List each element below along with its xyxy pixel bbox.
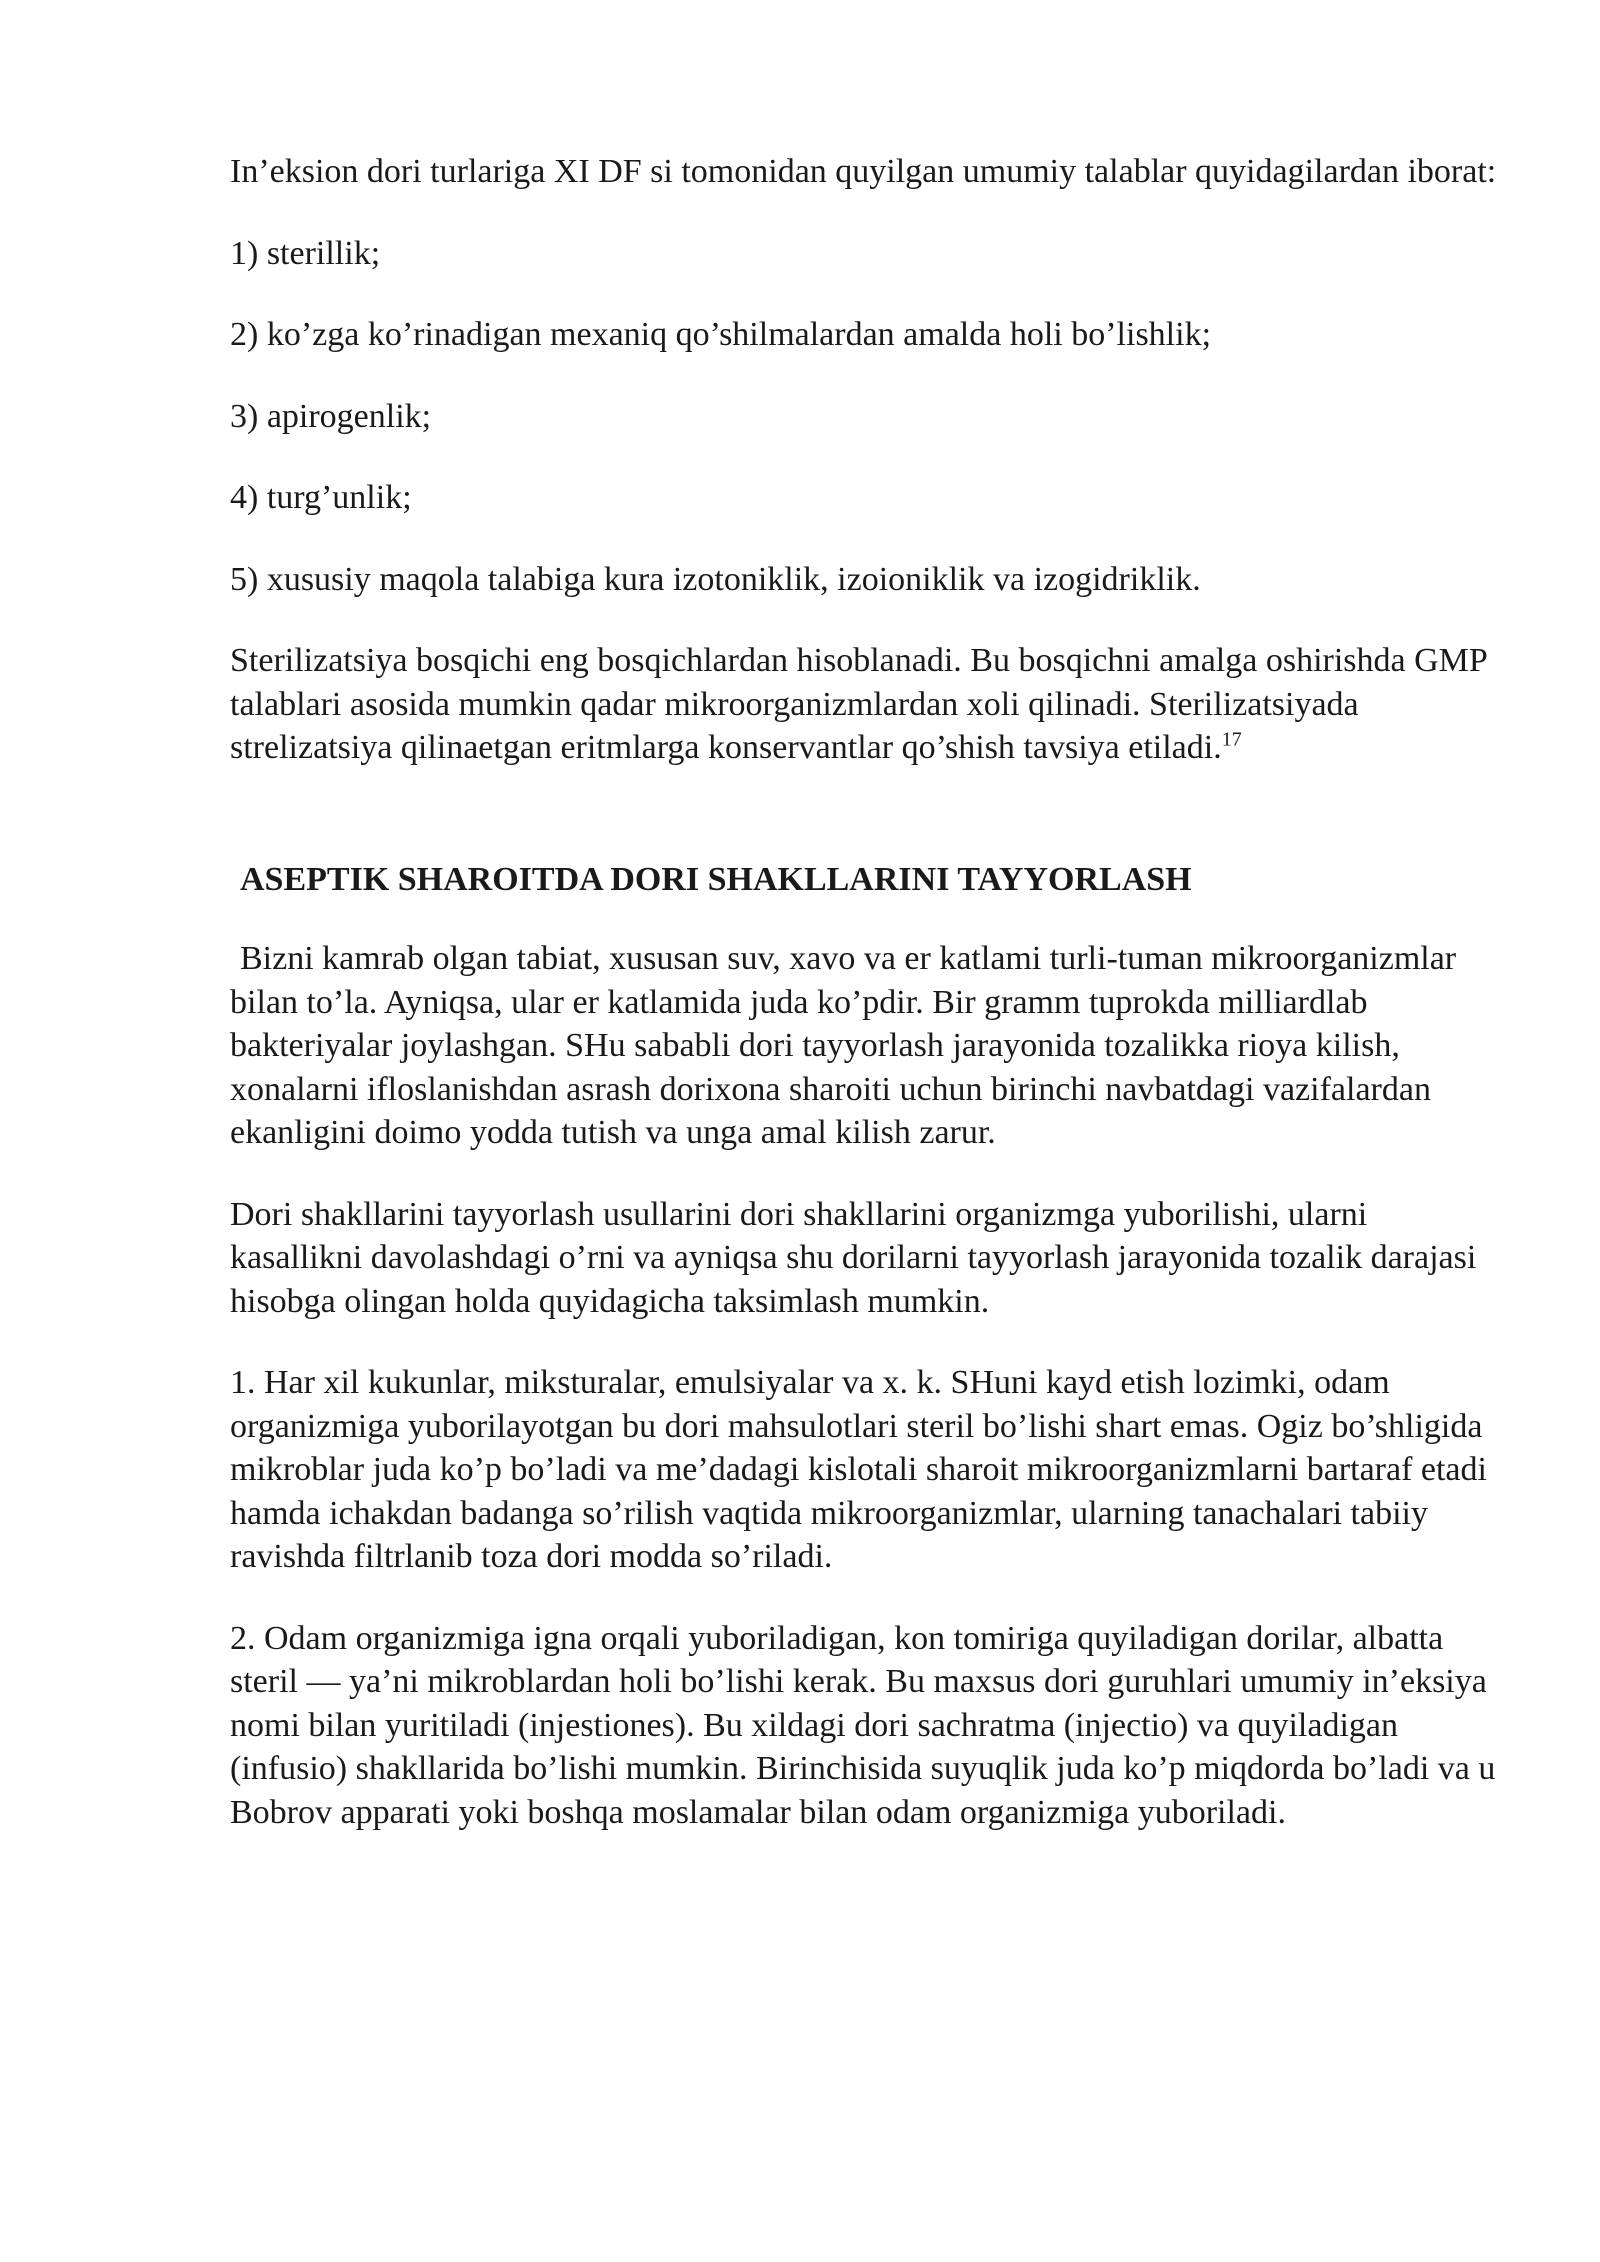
requirement-item-1: 1) sterillik;: [230, 234, 381, 272]
body-paragraph-1: [230, 937, 1500, 1155]
body-paragraph-2: Dori shakllarini tayyorlash usullarini dori shakllarini organizmga yuborilishi, ularni kasallikni davolashdagi o’rni va ayniqsa shu dorilarni tayyorlash jarayonida tozalik darajasi hisobga olingan holda quyidagicha taksimlash mumkin.: [230, 1195, 1477, 1320]
body-paragraph-3: 1. Har xil kukunlar, miksturalar, emulsiyalar va x. k. SHuni kayd etish lozimki, odam organizmiga yuborilayotgan bu dori mahsulotlari steril bo’lishi shart emas. Ogiz bo’shligida mikroblar juda ko’p bo’ladi va me’dadagi kislotali sharoit mikroorganizmlarni bartaraf etadi hamda ichakdan badanga so’rilish vaqtida mikroorganizmlar, ularning tanachalari tabiiy ravishda filtrlanib toza dori modda so’riladi.: [230, 1364, 1487, 1575]
sterilization-text: Sterilizatsiya bosqichi eng bosqichlardan hisoblanadi. Bu bosqichni amalga oshirishda GMP talablari asosida mumkin qadar mikroorganizmlardan xoli qilinadi. Sterilizatsiyada strelizatsiya qilinaetgan eritmlarga konservantlar qo’shish tavsiya etiladi.: [230, 642, 1487, 766]
footnote-reference[interactable]: 17: [1221, 728, 1242, 751]
intro-paragraph: In’eksion dori turlariga XI DF si tomonidan quyilgan umumiy talablar quyidagilardan iborat:: [230, 153, 1497, 190]
section-heading: ASEPTIK SHAROITDA DORI SHAKLLARINI TAYYORLASH: [240, 860, 1192, 898]
requirement-item-4: 4) turg’unlik;: [230, 479, 412, 516]
body-paragraph-4: 2. Odam organizmiga igna orqali yuboriladigan, kon tomiriga quyiladigan dorilar, albatta steril — ya’ni mikroblardan holi bo’lishi kerak. Bu maxsus dori guruhlari umumiy in’eksiya nomi bilan yuritiladi (injestiones). Bu xildagi dori sachratma (injectio) va quyiladigan (infusio) shakllarida bo’lishi mumkin. Birinchisida suyuqlik juda ko’p miqdorda bo’ladi va u Bobrov apparati yoki boshqa moslamalar bilan odam organizmiga yuboriladi.: [230, 1619, 1496, 1831]
requirement-item-2: 2) ko’zga ko’rinadigan mexaniq qo’shilmalardan amalda holi bo’lishlik;: [230, 316, 1212, 353]
sterilization-paragraph: [230, 639, 1500, 770]
document-page: [230, 150, 1500, 1834]
requirement-item-5: 5) xususiy maqola talabiga kura izotoniklik, izoioniklik va izogidriklik.: [230, 560, 1201, 598]
body-paragraph-1-text: Bizni kamrab olgan tabiat, xususan suv, xavo va er katlami turli-tuman mikroorganizmlar bilan to’la. Ayniqsa, ular er katlamida juda ko’pdir. Bir gramm tuprokda milliardlab bakteriyalar joylashgan. SHu sababli dori tayyorlash jarayonida tozalikka rioya kilish, xonalarni ifloslanishdan asrash dorixona sharoiti uchun birinchi navbatdagi vazifalardan ekanligini doimo yodda tutish va unga amal kilish zarur.: [230, 940, 1457, 1151]
requirement-item-3: 3) apirogenlik;: [230, 397, 432, 435]
